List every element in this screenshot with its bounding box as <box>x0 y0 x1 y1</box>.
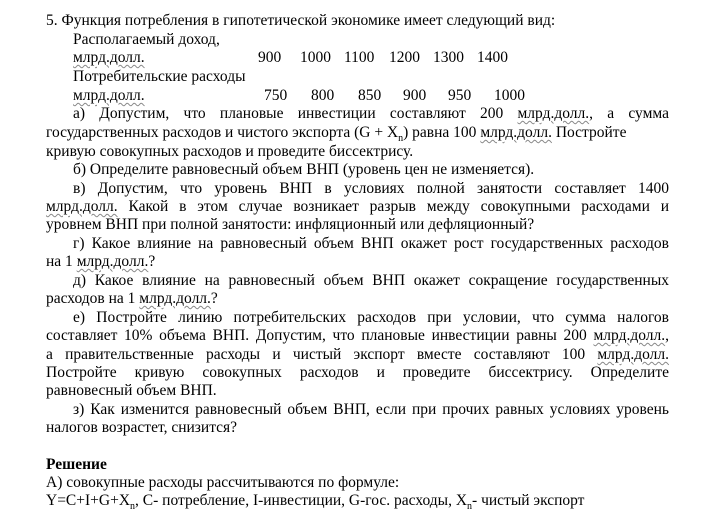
problem-heading <box>46 12 555 30</box>
table-cell: 900 <box>403 87 427 104</box>
text: ? <box>210 290 218 307</box>
question-e-line3 <box>46 346 669 364</box>
question-d-line1: д) Какое влияние на равновесный объем ВНП окажет сокращение государственных <box>73 272 669 289</box>
problem-number: 5. <box>46 12 58 29</box>
question-v-line1: в) Допустим, что уровень ВНП в условиях полной занятости составляет 1400 <box>73 180 669 197</box>
text: Какой в этом случае возникает разрыв между совокупными расходами и <box>117 198 669 215</box>
table-cell: 750 <box>264 87 288 104</box>
solution-line2 <box>46 492 584 510</box>
unit-mlrd-doll: млрд.долл. <box>593 327 666 344</box>
question-e-line1: е) Постройте линию потребительских расходов при условии, что сумма налогов <box>73 309 669 326</box>
text: составляет 10% объема ВНП. Допустим, что плановые инвестиции равны 200 <box>46 327 594 344</box>
table-row1-values <box>73 49 521 67</box>
table-row1-unit: млрд.долл. <box>73 49 145 66</box>
text: ? <box>148 253 156 270</box>
question-e-line4: Постройте кривую совокупных расходов и проведите биссектрису. Определите <box>46 364 669 381</box>
text: а) Допустим, что плановые инвестиции составляют 200 <box>73 105 518 122</box>
formula: Y=C+I+G+X <box>46 492 131 509</box>
unit-mlrd-doll: млрд.долл. <box>139 290 211 307</box>
text: , <box>665 327 669 344</box>
question-a-line2 <box>46 124 627 145</box>
text: ) равна 100 <box>403 124 481 141</box>
question-a-line1 <box>73 105 669 123</box>
question-g-line2 <box>46 253 155 271</box>
subscript: n <box>467 501 473 512</box>
question-v-line3: уровнем ВНП при полной занятости: инфляционный или дефляционный? <box>46 216 535 233</box>
table-cell: 800 <box>311 87 335 104</box>
table-cell: 950 <box>448 87 472 104</box>
question-d-line2 <box>46 290 218 308</box>
unit-mlrd-doll: млрд.долл. <box>480 124 552 141</box>
table-row2-label: Потребительские расходы <box>73 68 246 85</box>
problem-heading-text: Функция потребления в гипотетической экономике имеет следующий вид: <box>61 12 556 29</box>
subscript: n <box>398 133 404 145</box>
text: , а сумма <box>589 105 669 122</box>
table-cell: 1000 <box>300 49 331 66</box>
question-z-line2: налогов возрастет, снизится? <box>46 419 238 436</box>
question-b: б) Определите равновесный объем ВНП (уровень цен не изменяется). <box>73 161 535 178</box>
solution-title: Решение <box>46 456 107 473</box>
text: государственных расходов и чистого экспорта (G + X <box>46 124 399 141</box>
table-row2-values <box>73 87 540 105</box>
question-v-line2 <box>46 198 669 216</box>
solution-line1: А) совокупные расходы рассчитываются по формуле: <box>46 474 400 491</box>
question-e-line2 <box>46 327 669 345</box>
unit-mlrd-doll: млрд.долл. <box>76 253 149 270</box>
table-cell: 850 <box>358 87 382 104</box>
table-cell: 900 <box>258 49 282 66</box>
table-row2-unit: млрд.долл. <box>73 87 145 104</box>
text: - чистый экспорт <box>472 492 585 509</box>
text: расходов на 1 <box>46 290 140 307</box>
unit-mlrd-doll: млрд.долл. <box>517 105 590 122</box>
text: , C- потребление, I-инвестиции, G-гос. расходы, X <box>135 492 468 509</box>
table-cell: 1200 <box>389 49 420 66</box>
subscript: n <box>130 501 136 512</box>
unit-mlrd-doll: млрд.долл. <box>46 198 118 215</box>
text: а правительственные расходы и чистый экспорт вместе составляют 100 <box>46 346 598 363</box>
question-z-line1: з) Как изменится равновесный объем ВНП, если при прочих равных условиях уровень <box>73 401 669 418</box>
text: на 1 <box>46 253 77 270</box>
question-g-line1: г) Какое влияние на равновесный объем ВНП окажет рост государственных расходов <box>73 235 669 252</box>
unit-mlrd-doll: млрд.долл. <box>597 346 669 363</box>
question-a-line3: кривую совокупных расходов и проведите биссектрису. <box>46 143 414 160</box>
table-cell: 1100 <box>344 49 375 66</box>
text: Постройте <box>551 124 627 141</box>
question-e-line5: равновесный объем ВНП. <box>46 382 217 399</box>
table-cell: 1300 <box>433 49 464 66</box>
table-cell: 1000 <box>494 87 525 104</box>
table-cell: 1400 <box>477 49 508 66</box>
table-row1-label: Располагаемый доход, <box>73 31 220 48</box>
